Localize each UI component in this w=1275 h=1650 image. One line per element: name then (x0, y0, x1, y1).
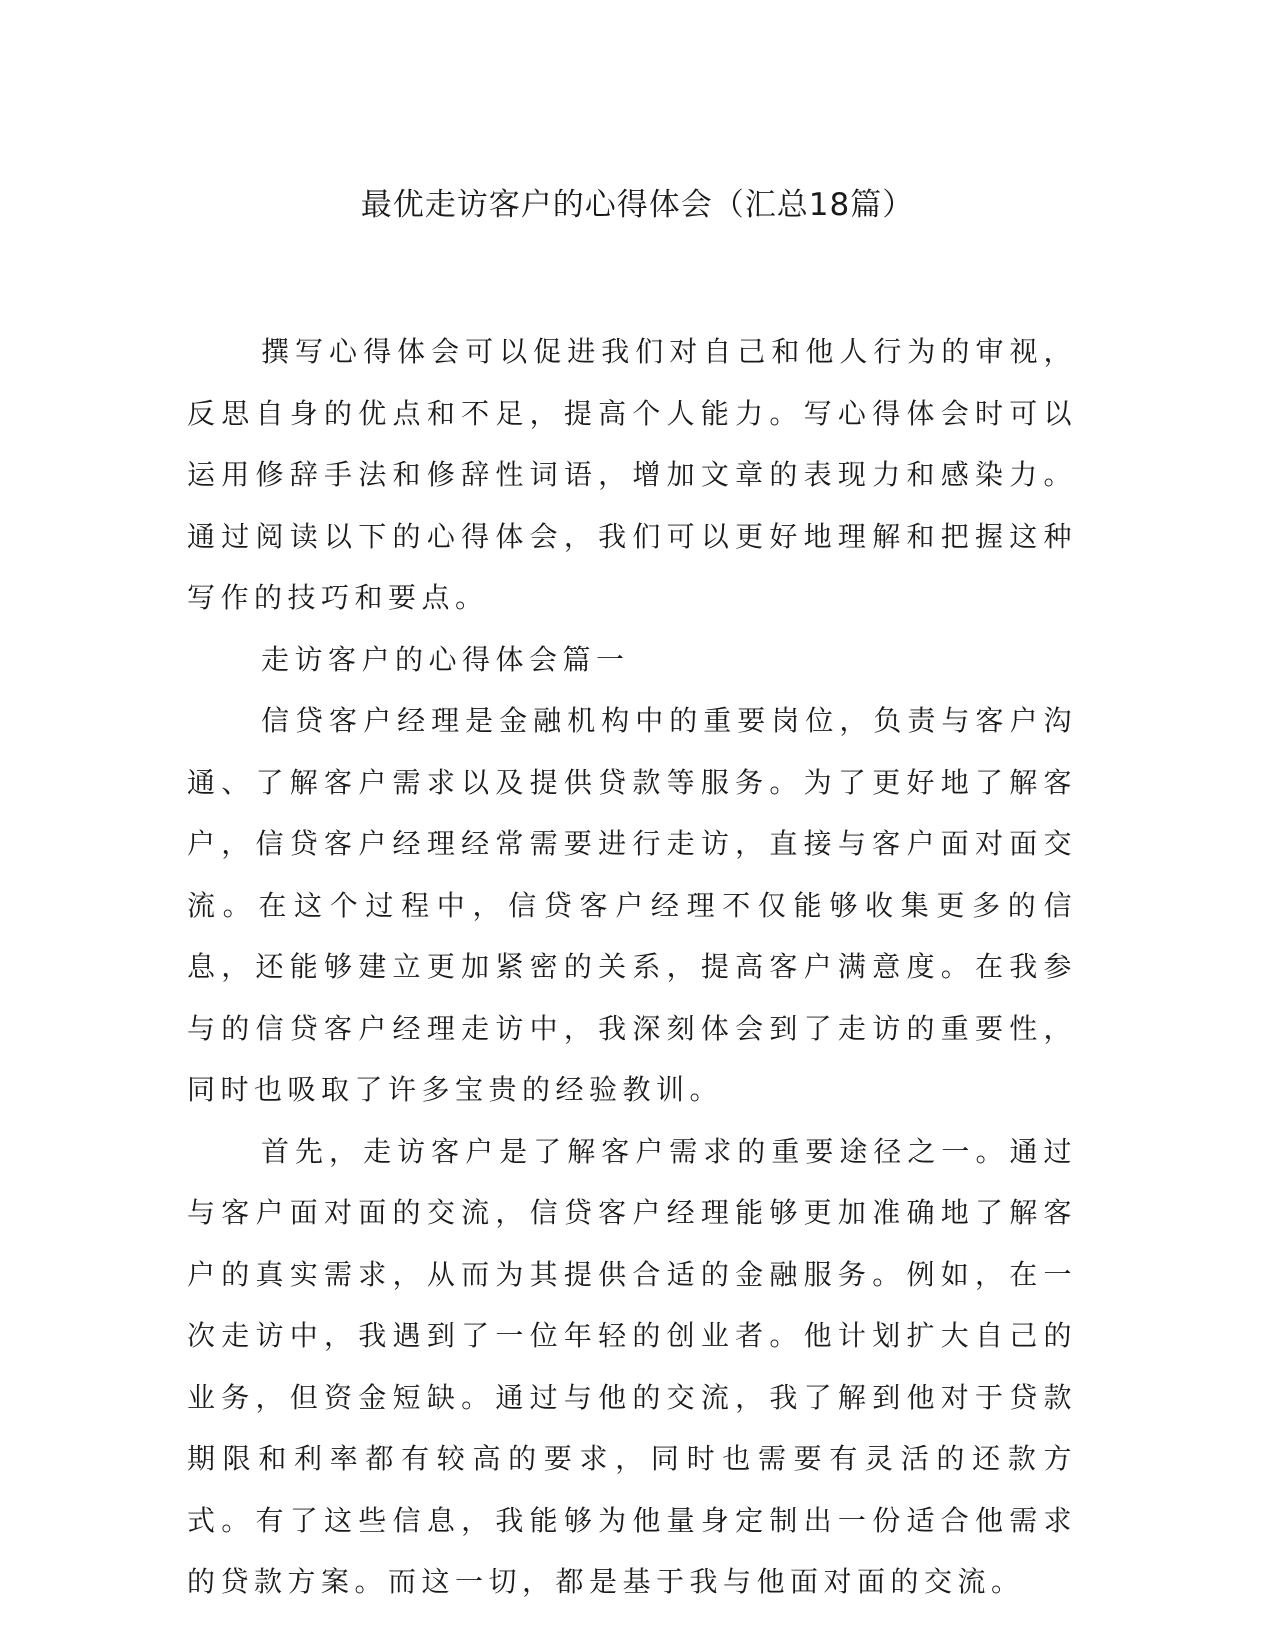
document-body (187, 321, 1077, 1613)
body-paragraph: 信贷客户经理是金融机构中的重要岗位，负责与客户沟通、了解客户需求以及提供贷款等服务。为了更好地了解客户，信贷客户经理经常需要进行走访，直接与客户面对面交流。在这个过程中，信贷客户经理不仅能够收集更多的信息，还能够建立更加紧密的关系，提高客户满意度。在我参与的信贷客户经理走访中，我深刻体会到了走访的重要性，同时也吸取了许多宝贵的经验教训。 (187, 704, 1077, 1106)
document-title: 最优走访客户的心得体会（汇总18篇） (360, 187, 915, 223)
body-paragraph: 首先，走访客户是了解客户需求的重要途径之一。通过与客户面对面的交流，信贷客户经理能够更加准确地了解客户的真实需求，从而为其提供合适的金融服务。例如，在一次走访中，我遇到了一位年轻的创业者。他计划扩大自己的业务，但资金短缺。通过与他的交流，我了解到他对于贷款期限和利率都有较高的要求，同时也需要有灵活的还款方式。有了这些信息，我能够为他量身定制出一份适合他需求的贷款方案。而这一切，都是基于我与他面对面的交流。 (187, 1134, 1077, 1598)
intro-paragraph: 撰写心得体会可以促进我们对自己和他人行为的审视，反思自身的优点和不足，提高个人能力。写心得体会时可以运用修辞手法和修辞性词语，增加文章的表现力和感染力。通过阅读以下的心得体会，我们可以更好地理解和把握这种写作的技巧和要点。 (187, 335, 1077, 614)
section-heading: 走访客户的心得体会篇一 (261, 642, 630, 676)
